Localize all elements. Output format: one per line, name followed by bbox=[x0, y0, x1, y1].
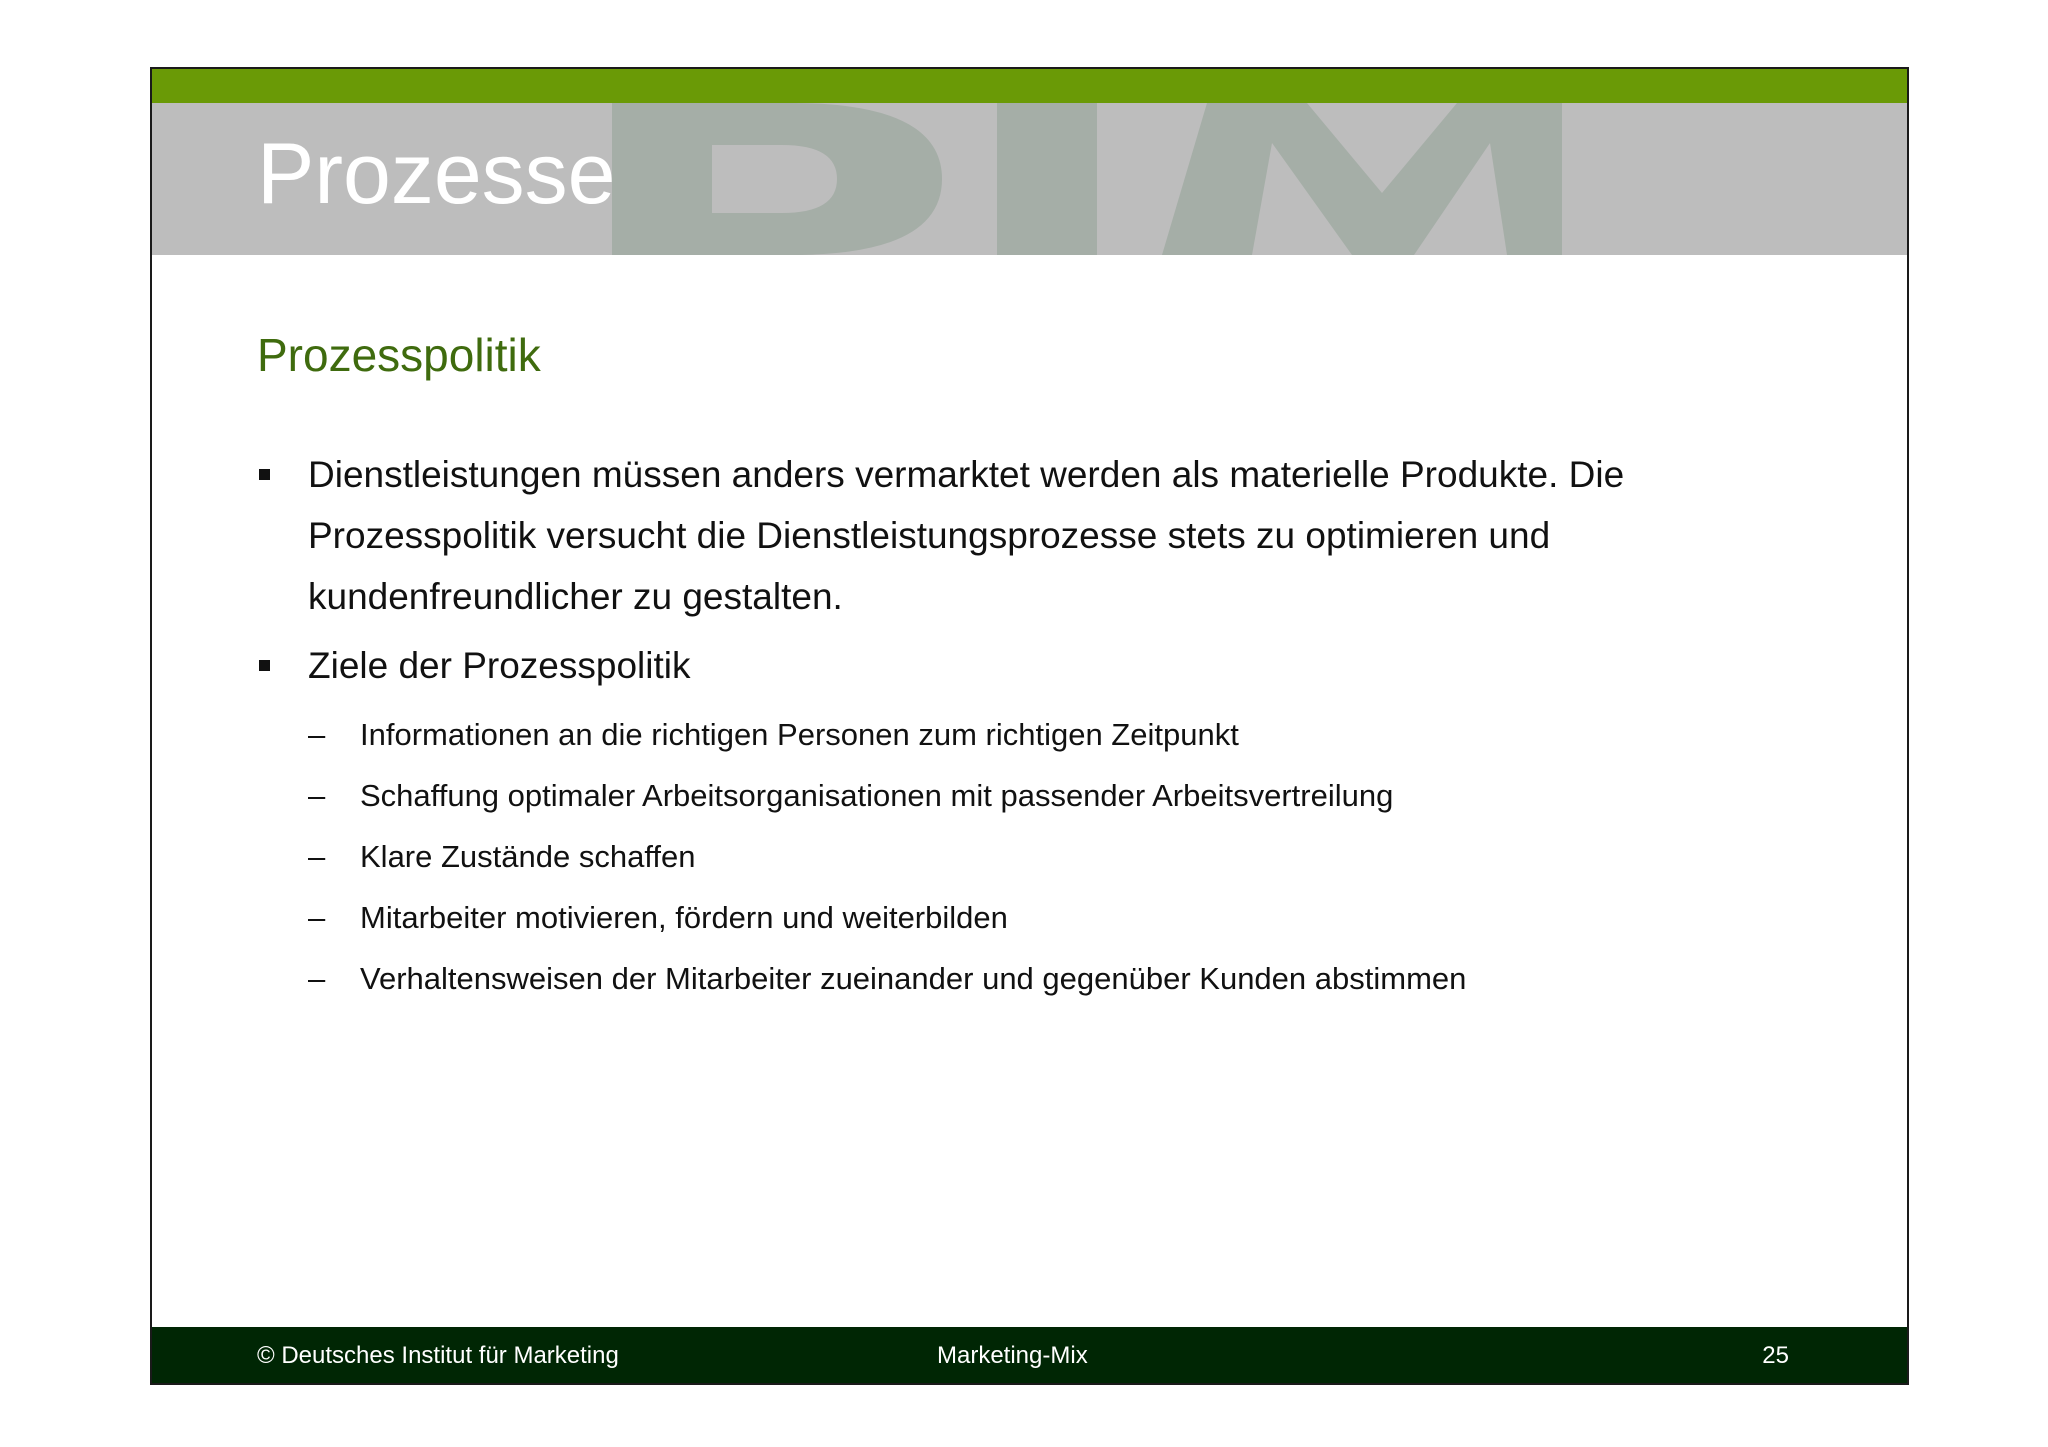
square-bullet-icon bbox=[259, 660, 270, 671]
footer-copyright: © Deutsches Institut für Marketing bbox=[257, 1342, 619, 1369]
sub-item-text: Klare Zustände schaffen bbox=[360, 839, 696, 874]
sub-item-text: Schaffung optimaler Arbeitsorganisationen mit passender Arbeitsvertreilung bbox=[360, 778, 1394, 813]
square-bullet-icon bbox=[259, 469, 270, 480]
page-number: 25 bbox=[1762, 1342, 1789, 1369]
section-subtitle: Prozesspolitik bbox=[257, 329, 541, 381]
sub-list-item bbox=[257, 765, 1817, 826]
bullet-item bbox=[257, 444, 1817, 627]
top-accent-bar bbox=[152, 69, 1907, 103]
dash-bullet: – bbox=[308, 717, 326, 752]
slide-title: Prozesse bbox=[257, 126, 616, 222]
dash-bullet: – bbox=[308, 839, 326, 874]
bullet-text: Ziele der Prozesspolitik bbox=[308, 645, 691, 686]
sub-list-item bbox=[257, 948, 1817, 1009]
sub-list-item bbox=[257, 826, 1817, 887]
sub-item-text: Informationen an die richtigen Personen zum richtigen Zeitpunkt bbox=[360, 717, 1239, 752]
sub-list-item bbox=[257, 887, 1817, 948]
sub-item-text: Mitarbeiter motivieren, fördern und weiterbilden bbox=[360, 900, 1008, 935]
footer-bar bbox=[152, 1327, 1907, 1383]
header-band bbox=[152, 103, 1907, 255]
bullet-item bbox=[257, 635, 1817, 696]
dash-bullet: – bbox=[308, 961, 326, 996]
dash-bullet: – bbox=[308, 900, 326, 935]
bullet-list bbox=[257, 444, 1817, 1009]
sub-item-text: Verhaltensweisen der Mitarbeiter zueinander und gegenüber Kunden abstimmen bbox=[360, 961, 1467, 996]
bullet-text: Dienstleistungen müssen anders vermarktet werden als materielle Produkte. Die Prozesspolitik versucht die Dienstleistungsprozesse stets zu optimieren und kundenfreundlicher zu gestalten. bbox=[308, 454, 1625, 617]
footer-topic: Marketing-Mix bbox=[937, 1342, 1088, 1369]
slide bbox=[150, 67, 1909, 1385]
sub-list bbox=[257, 704, 1817, 1009]
sub-list-item bbox=[257, 704, 1817, 765]
dash-bullet: – bbox=[308, 778, 326, 813]
